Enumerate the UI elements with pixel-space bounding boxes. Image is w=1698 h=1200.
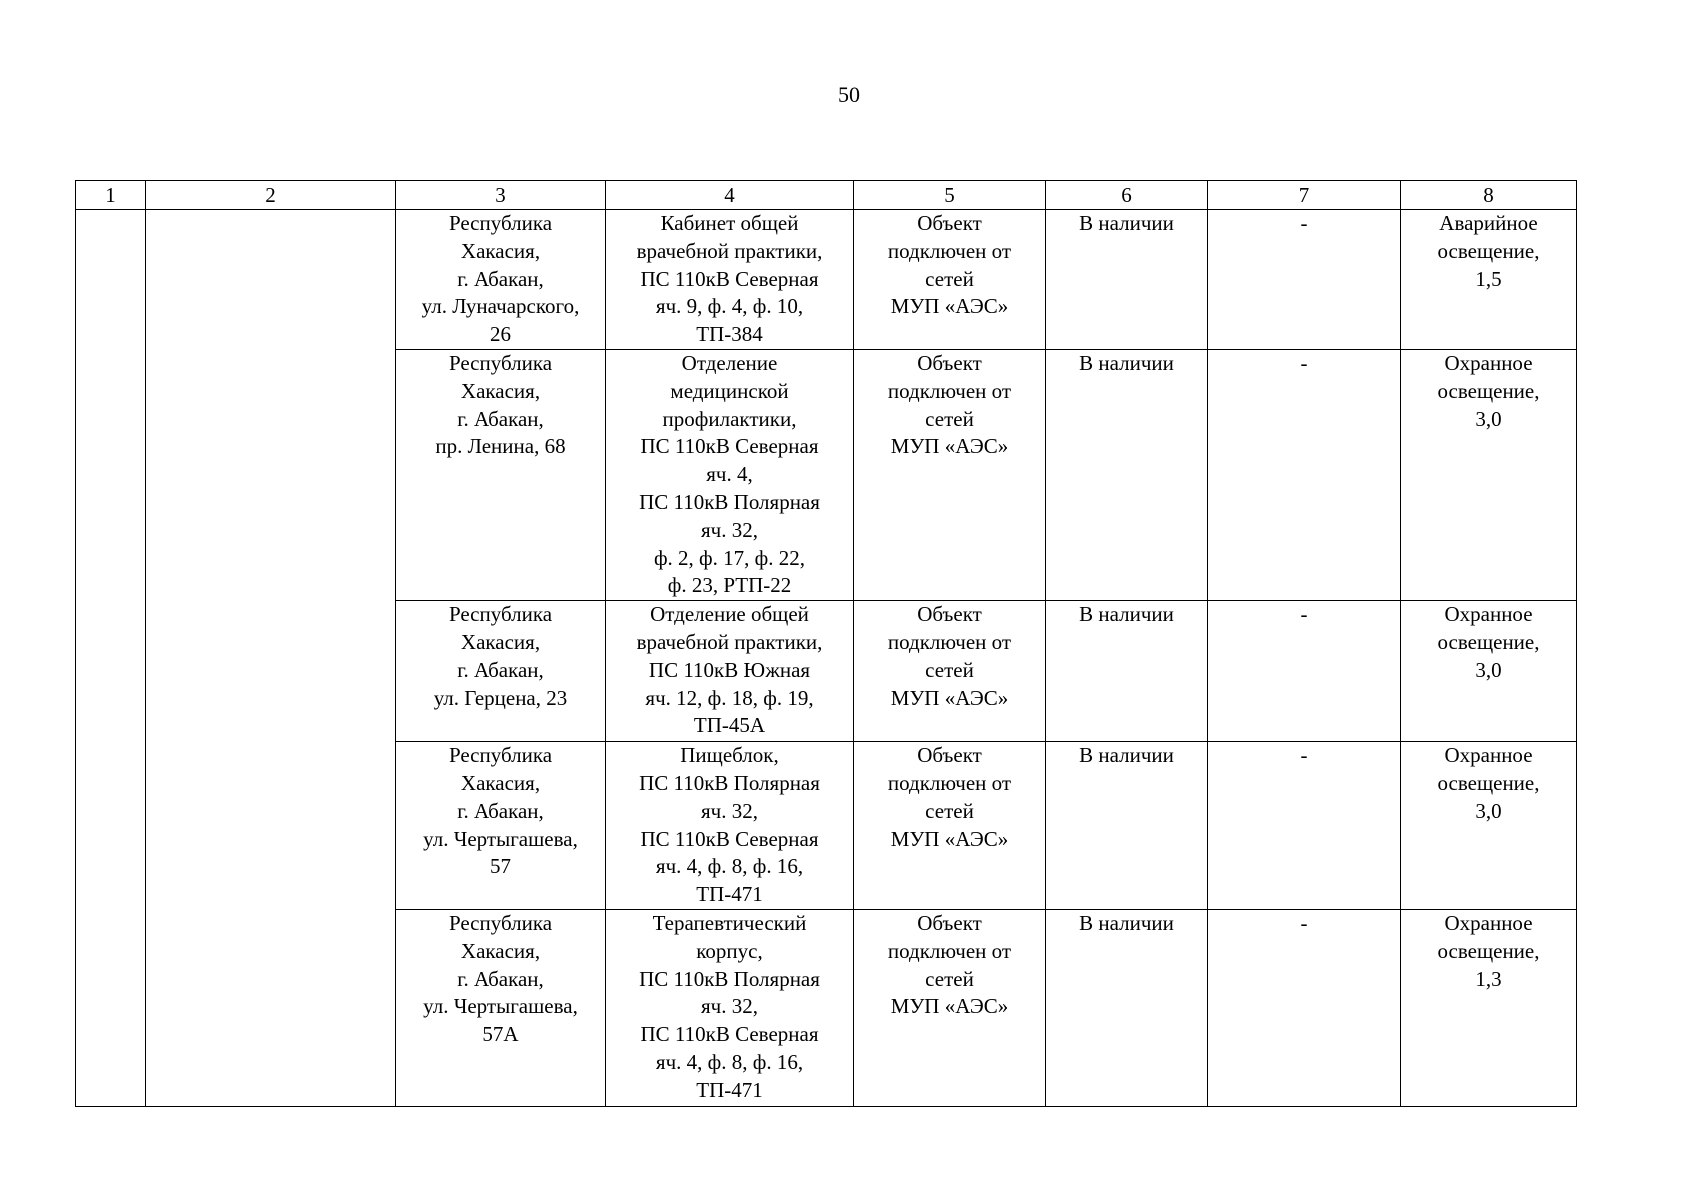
object-cell (606, 742, 854, 910)
object-cell-line: медицинской (670, 378, 789, 403)
lighting-cell-line: 3,0 (1475, 406, 1502, 431)
lighting-cell (1401, 349, 1577, 600)
lighting-cell-line: освещение, (1437, 378, 1540, 403)
column-number: 8 (1401, 181, 1577, 210)
col7-cell: - (1208, 601, 1401, 742)
object-cell-line: ПС 110кВ Северная (640, 434, 819, 459)
object-cell-line: врачебной практики, (636, 238, 823, 263)
address-cell-line: 57А (482, 1022, 519, 1047)
connection-cell-line: сетей (925, 966, 974, 991)
lighting-cell-line: 1,3 (1475, 966, 1502, 991)
column-number: 4 (606, 181, 854, 210)
object-cell-line: Отделение (681, 350, 778, 375)
column-number: 3 (396, 181, 606, 210)
lighting-cell-line: освещение, (1437, 938, 1540, 963)
col7-cell: - (1208, 210, 1401, 350)
object-cell-line: яч. 32, (701, 517, 758, 542)
object-cell (606, 210, 854, 350)
address-cell (396, 909, 606, 1106)
address-cell-line: ул. Чертыгашева, (423, 826, 578, 851)
address-cell-line: ул. Чертыгашева, (423, 994, 578, 1019)
object-cell-line: ПС 110кВ Северная (640, 266, 819, 291)
col7-cell: - (1208, 742, 1401, 910)
object-cell-line: яч. 4, ф. 8, ф. 16, (655, 1049, 804, 1074)
object-cell-line: корпус, (696, 938, 763, 963)
availability-cell: В наличии (1046, 210, 1208, 350)
object-cell (606, 601, 854, 742)
object-cell-line: ТП-45А (693, 713, 766, 738)
availability-cell: В наличии (1046, 601, 1208, 742)
page-number: 50 (838, 82, 860, 107)
connection-cell-line: подключен от (887, 629, 1012, 654)
object-cell-line: ПС 110кВ Полярная (639, 489, 820, 514)
connection-cell-line: Объект (917, 910, 982, 935)
availability-cell: В наличии (1046, 742, 1208, 910)
object-cell-line: яч. 4, ф. 8, ф. 16, (655, 854, 804, 879)
lighting-cell (1401, 742, 1577, 910)
connection-cell-line: Объект (917, 211, 982, 235)
address-cell (396, 349, 606, 600)
address-cell (396, 210, 606, 350)
connection-cell-line: МУП «АЭС» (890, 685, 1009, 710)
address-cell-line: ул. Герцена, 23 (433, 685, 568, 710)
object-cell-line: Отделение общей (650, 602, 809, 627)
lighting-cell-line: освещение, (1437, 770, 1540, 795)
connection-cell-line: МУП «АЭС» (890, 434, 1009, 459)
address-cell-line: г. Абакан, (457, 657, 544, 682)
object-cell-line: ПС 110кВ Северная (640, 1022, 819, 1047)
object-cell-line: ПС 110кВ Южная (648, 657, 811, 682)
object-cell-line: ПС 110кВ Северная (640, 826, 819, 851)
object-cell-line: яч. 12, ф. 18, ф. 19, (645, 685, 814, 710)
connection-cell-line: подключен от (887, 238, 1012, 263)
lighting-cell-line: освещение, (1437, 238, 1540, 263)
connection-cell-line: подключен от (887, 938, 1012, 963)
connection-cell-line: сетей (925, 657, 974, 682)
connection-cell-line: Объект (917, 350, 982, 375)
address-cell-line: г. Абакан, (457, 798, 544, 823)
object-cell (606, 909, 854, 1106)
object-cell-line: яч. 9, ф. 4, ф. 10, (655, 294, 804, 319)
address-cell-line: Республика (448, 743, 553, 768)
lighting-cell-line: Охранное (1444, 350, 1533, 375)
object-cell-line: ТП-471 (696, 882, 763, 907)
address-cell-line: г. Абакан, (457, 406, 544, 431)
table-row (76, 210, 1577, 350)
object-cell-line: яч. 4, (706, 462, 753, 487)
address-cell-line: г. Абакан, (457, 266, 544, 291)
object-cell-line: врачебной практики, (636, 629, 823, 654)
object-cell-line: Пищеблок, (680, 743, 779, 768)
address-cell-line: Хакасия, (460, 378, 541, 403)
object-cell-line: Терапевтический (652, 910, 807, 935)
col7-cell: - (1208, 909, 1401, 1106)
address-cell (396, 601, 606, 742)
lighting-cell (1401, 601, 1577, 742)
column-number: 5 (854, 181, 1046, 210)
address-cell (396, 742, 606, 910)
lighting-cell-line: 3,0 (1475, 798, 1502, 823)
object-cell-line: яч. 32, (701, 798, 758, 823)
object-cell (606, 349, 854, 600)
lighting-cell-line: 1,5 (1475, 266, 1502, 291)
connection-cell-line: подключен от (887, 770, 1012, 795)
address-cell-line: Республика (448, 211, 553, 235)
connection-cell-line: МУП «АЭС» (890, 826, 1009, 851)
object-cell-line: ф. 2, ф. 17, ф. 22, (653, 545, 806, 570)
address-cell-line: г. Абакан, (457, 966, 544, 991)
connection-cell-line: Объект (917, 743, 982, 768)
object-cell-line: Кабинет общей (660, 211, 799, 235)
address-cell-line: Республика (448, 910, 553, 935)
data-table (75, 180, 1577, 1107)
address-cell-line: Хакасия, (460, 629, 541, 654)
address-cell-line: Хакасия, (460, 238, 541, 263)
object-cell-line: яч. 32, (701, 994, 758, 1019)
object-cell-line: ТП-384 (696, 322, 763, 347)
lighting-cell-line: Охранное (1444, 602, 1533, 627)
column-number: 7 (1208, 181, 1401, 210)
connection-cell-line: сетей (925, 798, 974, 823)
connection-cell-line: сетей (925, 266, 974, 291)
lighting-cell-line: Охранное (1444, 743, 1533, 768)
availability-cell: В наличии (1046, 909, 1208, 1106)
address-cell-line: Хакасия, (460, 770, 541, 795)
address-cell-line: 57 (490, 854, 511, 879)
connection-cell-line: Объект (917, 602, 982, 627)
connection-cell-line: подключен от (887, 378, 1012, 403)
column-number-row (76, 181, 1577, 210)
connection-cell (854, 601, 1046, 742)
address-cell-line: Хакасия, (460, 938, 541, 963)
object-cell-line: ф. 23, РТП-22 (667, 573, 792, 598)
col2-merged-cell (146, 210, 396, 1107)
connection-cell (854, 210, 1046, 350)
column-number: 1 (76, 181, 146, 210)
column-number: 6 (1046, 181, 1208, 210)
lighting-cell-line: Охранное (1444, 910, 1533, 935)
col7-cell: - (1208, 349, 1401, 600)
lighting-cell (1401, 210, 1577, 350)
availability-cell: В наличии (1046, 349, 1208, 600)
address-cell-line: пр. Ленина, 68 (435, 434, 566, 459)
lighting-cell-line: Аварийное (1439, 211, 1538, 235)
connection-cell (854, 909, 1046, 1106)
lighting-cell (1401, 909, 1577, 1106)
connection-cell (854, 349, 1046, 600)
col1-merged-cell (76, 210, 146, 1107)
object-cell-line: ТП-471 (696, 1077, 763, 1102)
object-cell-line: ПС 110кВ Полярная (639, 770, 820, 795)
object-cell-line: ПС 110кВ Полярная (639, 966, 820, 991)
column-number: 2 (146, 181, 396, 210)
connection-cell (854, 742, 1046, 910)
lighting-cell-line: 3,0 (1475, 657, 1502, 682)
address-cell-line: Республика (448, 350, 553, 375)
connection-cell-line: МУП «АЭС» (890, 294, 1009, 319)
lighting-cell-line: освещение, (1437, 629, 1540, 654)
connection-cell-line: МУП «АЭС» (890, 994, 1009, 1019)
object-cell-line: профилактики, (662, 406, 797, 431)
address-cell-line: 26 (490, 322, 511, 347)
address-cell-line: ул. Луначарского, (421, 294, 580, 319)
address-cell-line: Республика (448, 602, 553, 627)
connection-cell-line: сетей (925, 406, 974, 431)
